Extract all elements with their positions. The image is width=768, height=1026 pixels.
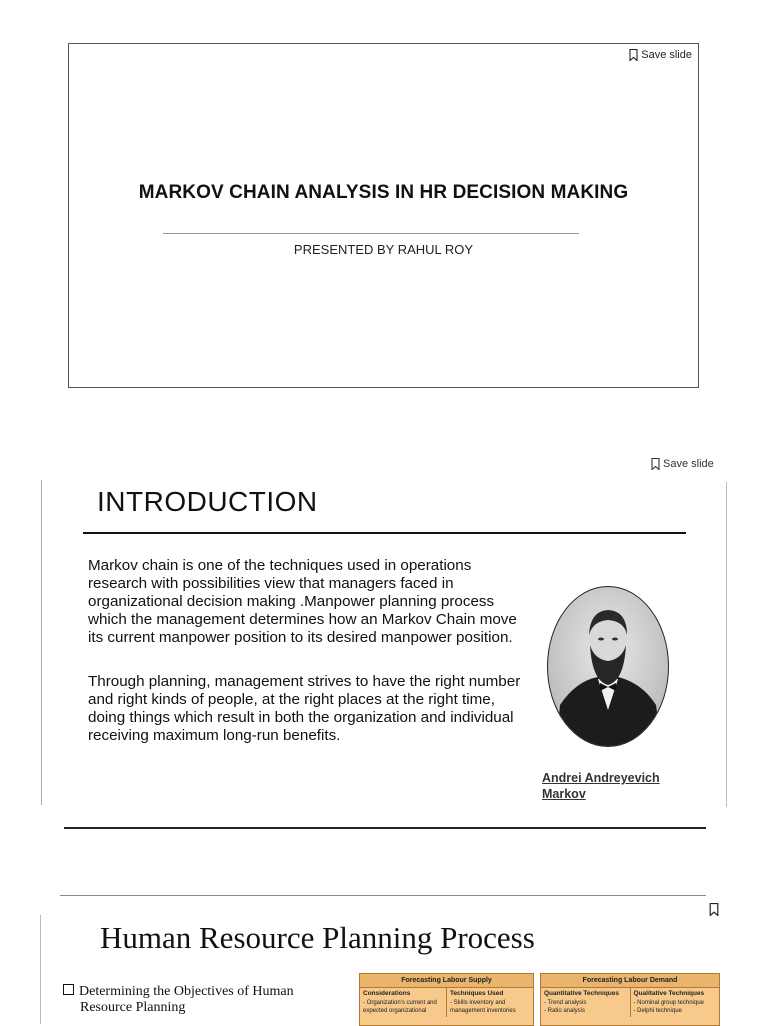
table-cell: - Organization's current and [363,1000,437,1006]
table-column [631,988,720,1017]
table-header: Forecasting Labour Demand [541,974,719,988]
table-cell: - Nominal group technique [633,1000,704,1006]
caption-line: Andrei Andreyevich [542,771,660,785]
table-column [541,988,631,1017]
save-slide-button[interactable] [651,456,715,472]
heading-underline [83,532,686,534]
slide-border [64,827,706,829]
intro-paragraph: Markov chain is one of the techniques used in operations research with possibilities view that managers faced in organizational decision making .Manpower planning process which the management determines how an Markov Chain move its current manpower position to its desired manpower position. [88,557,517,646]
bullet-text: Determining the Objectives of Human [79,984,294,999]
table-cell: - Delphi technique [633,1008,682,1014]
slide-1 [68,43,699,388]
bookmark-icon [629,49,638,61]
portrait-photo [546,585,670,748]
save-slide-label: Save slide [641,49,692,61]
bullet-item [63,984,353,1016]
labour-supply-table [359,973,534,1026]
table-column [447,988,533,1017]
save-slide-button[interactable] [709,903,719,916]
table-column [360,988,447,1017]
slide-heading: INTRODUCTION [97,486,318,517]
slide-heading: Human Resource Planning Process [100,920,535,955]
table-cell: - Trend analysis [544,1000,587,1006]
bullet-text: Resource Planning [80,1000,186,1015]
portrait-caption[interactable] [542,770,682,802]
slide-subtitle: PRESENTED BY RAHUL ROY [293,242,474,257]
save-slide-button[interactable] [629,49,692,61]
caption-line: Markov [542,787,586,801]
intro-paragraph: Through planning, management strives to have the right number and right kinds of people, at the right places at the right time, doing things which result in both the organization and individual receiving maximum long-run benefits. [88,673,521,744]
slide-title: MARKOV CHAIN ANALYSIS IN HR DECISION MAKING [138,182,629,203]
column-header: Qualitative Techniques [633,990,705,997]
slide-border [41,480,42,805]
checkbox-bullet-icon [63,984,74,995]
table-cell: - Ratio analysis [544,1008,586,1014]
column-header: Quantitative Techniques [544,990,620,997]
table-cell: expected organizational [363,1008,427,1014]
bookmark-icon [651,458,660,470]
table-cell: management inventories [450,1008,516,1014]
bookmark-icon [709,903,719,916]
labour-demand-table [540,973,720,1026]
slide-border [726,482,727,807]
column-header: Considerations [363,990,411,997]
column-header: Techniques Used [450,990,504,997]
save-slide-label: Save slide [663,458,714,470]
title-divider [163,233,579,234]
table-header: Forecasting Labour Supply [360,974,533,988]
slide-border [60,895,706,896]
slide-border [40,915,41,1024]
table-cell: - Skills inventory and [450,1000,506,1006]
